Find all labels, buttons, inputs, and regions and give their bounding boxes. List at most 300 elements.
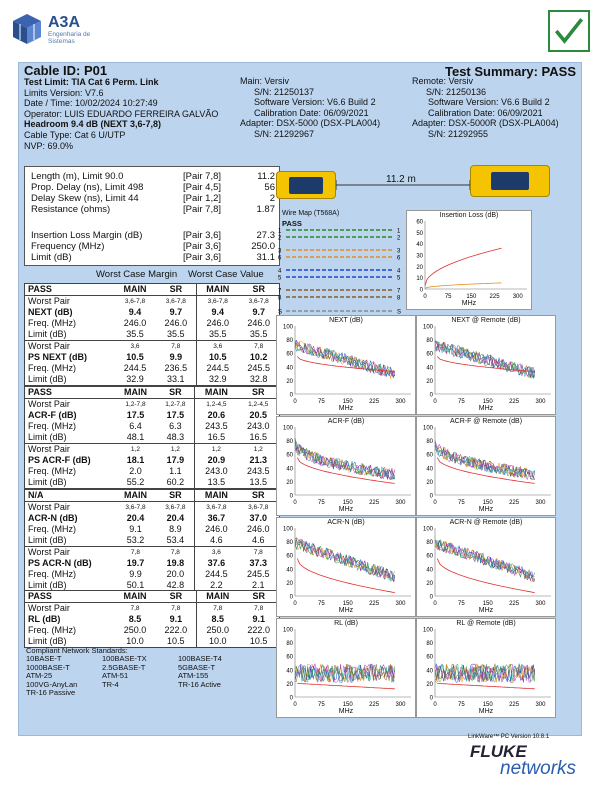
chart-title: ACR-N @ Remote (dB) bbox=[449, 519, 523, 526]
row-label: Worst Pair bbox=[28, 603, 70, 613]
wire-map-status: PASS bbox=[282, 219, 302, 228]
y-tick-label: 100 bbox=[422, 324, 433, 331]
measurement-value: 1.87 bbox=[256, 204, 275, 215]
x-tick-label: 150 bbox=[342, 702, 353, 708]
row-label: RL (dB) bbox=[28, 614, 61, 624]
table-row bbox=[25, 329, 280, 341]
table-header-cell: SR bbox=[156, 591, 197, 603]
y-tick-label: 20 bbox=[426, 580, 433, 587]
x-tick-label: 150 bbox=[482, 702, 493, 708]
row-value: 246.0 bbox=[195, 524, 238, 535]
x-tick-label: 150 bbox=[342, 601, 353, 607]
wire-pin-label: 8 bbox=[278, 295, 282, 302]
row-value: 6.3 bbox=[169, 421, 182, 431]
row-value: 35.5 bbox=[167, 329, 185, 339]
main-software: Software Version: V6.6 Build 2 bbox=[254, 97, 376, 108]
chart-plot bbox=[417, 619, 557, 719]
row-value: 4.6 bbox=[195, 535, 238, 547]
y-tick-label: 40 bbox=[286, 668, 293, 675]
row-value: 9.4 bbox=[197, 307, 239, 318]
x-tick-label: 300 bbox=[512, 294, 523, 300]
row-value: 246.0 bbox=[197, 318, 239, 329]
series-line bbox=[295, 340, 395, 378]
y-tick-label: 40 bbox=[286, 365, 293, 372]
row-label: Worst Pair bbox=[25, 547, 115, 559]
x-tick-label: 300 bbox=[535, 500, 546, 506]
measurement-row bbox=[31, 182, 279, 193]
y-tick-label: 60 bbox=[426, 351, 433, 358]
x-tick-label: 0 bbox=[433, 500, 437, 506]
y-tick-label: 0 bbox=[429, 695, 433, 702]
main-adapter: Adapter: DSX-5000 (DSX-PLA004) bbox=[240, 118, 381, 129]
table-row bbox=[25, 296, 280, 308]
table-row bbox=[25, 513, 280, 524]
measurement-value: 27.3 bbox=[256, 230, 275, 241]
measurement-label: Prop. Delay (ns), Limit 498 bbox=[31, 182, 144, 193]
measurement-pair: [Pair 3,6] bbox=[183, 252, 222, 263]
row-value: 6.4 bbox=[129, 421, 142, 431]
row-value: 244.5 bbox=[123, 363, 147, 373]
y-tick-label: 100 bbox=[422, 425, 433, 432]
y-tick-label: 20 bbox=[426, 479, 433, 486]
row-value: 37.3 bbox=[249, 558, 268, 568]
row-label: Freq. (MHz) bbox=[28, 318, 76, 328]
measurement-pair: [Pair 4,5] bbox=[183, 182, 222, 193]
remote-label: Remote: Versiv bbox=[412, 76, 474, 86]
row-label: ACR-N (dB) bbox=[28, 513, 78, 523]
main-adapter-sn: S/N: 21292967 bbox=[254, 128, 315, 139]
test-summary: Test Summary: PASS bbox=[444, 64, 576, 79]
x-tick-label: 75 bbox=[458, 702, 465, 708]
row-value: 9.7 bbox=[252, 307, 265, 317]
row-value: 9.4 bbox=[128, 307, 142, 317]
results-table bbox=[24, 283, 283, 386]
x-tick-label: 75 bbox=[444, 294, 452, 300]
standard-item: TR-16 Active bbox=[178, 679, 221, 689]
y-tick-label: 80 bbox=[286, 439, 293, 446]
row-value: 243.5 bbox=[195, 421, 238, 432]
measurement-value: 11.2 bbox=[257, 171, 275, 182]
row-value: 7,8 bbox=[171, 605, 181, 612]
y-tick-label: 20 bbox=[286, 681, 293, 688]
chart-panel bbox=[276, 517, 416, 617]
row-value: 35.5 bbox=[197, 329, 239, 341]
table-header-row bbox=[25, 284, 280, 296]
table-row bbox=[25, 535, 280, 547]
measurement-label: Limit (dB) bbox=[31, 252, 72, 263]
measurement-row bbox=[31, 252, 279, 263]
row-value: 7,8 bbox=[238, 547, 280, 559]
test-limit: Test Limit: TIA Cat 6 Perm. Link bbox=[24, 77, 159, 87]
table-row bbox=[25, 307, 280, 318]
row-value: 20.0 bbox=[166, 569, 185, 579]
length-display: 11.2 m bbox=[386, 174, 416, 185]
table-row bbox=[25, 466, 280, 477]
row-label: Worst Pair bbox=[28, 502, 70, 512]
table-header-cell: MAIN bbox=[115, 490, 157, 502]
chart-plot bbox=[417, 316, 557, 416]
table-header-cell: PASS bbox=[25, 387, 115, 399]
row-label: Limit (dB) bbox=[28, 636, 67, 646]
standard-item: TR-16 Passive bbox=[26, 688, 76, 698]
y-tick-label: 60 bbox=[426, 452, 433, 459]
x-tick-label: 75 bbox=[458, 500, 465, 506]
remote-unit-icon bbox=[470, 165, 550, 197]
row-label: PS NEXT (dB) bbox=[28, 352, 88, 362]
y-tick-label: 80 bbox=[286, 338, 293, 345]
row-value: 7,8 bbox=[156, 341, 197, 353]
cable-type: Cable Type: Cat 6 U/UTP bbox=[24, 129, 126, 140]
row-label: PS ACR-N (dB) bbox=[28, 558, 92, 568]
measurements-box bbox=[24, 166, 280, 266]
x-tick-label: 225 bbox=[369, 500, 380, 506]
x-tick-label: 75 bbox=[458, 601, 465, 607]
chart-plot bbox=[277, 619, 417, 719]
x-tick-label: 150 bbox=[482, 399, 493, 405]
x-axis-unit: MHz bbox=[478, 607, 494, 614]
row-value: 10.0 bbox=[197, 636, 239, 648]
y-tick-label: 60 bbox=[416, 219, 423, 226]
x-axis-unit: MHz bbox=[338, 708, 354, 715]
x-tick-label: 0 bbox=[433, 702, 437, 708]
series-line bbox=[435, 446, 535, 479]
row-value: 60.2 bbox=[166, 477, 185, 487]
y-tick-label: 100 bbox=[282, 627, 293, 634]
wire-pin-label: 5 bbox=[278, 275, 282, 282]
row-value: 3,6-7,8 bbox=[197, 296, 239, 308]
row-value: 42.8 bbox=[166, 580, 185, 590]
series-line bbox=[295, 343, 395, 377]
row-value: 8.9 bbox=[169, 524, 182, 534]
x-tick-label: 300 bbox=[395, 702, 406, 708]
row-value: 10.5 bbox=[249, 636, 268, 646]
wire-pin-label: 7 bbox=[397, 288, 401, 295]
chart-title: ACR-N (dB) bbox=[327, 519, 365, 526]
row-value: 222.0 bbox=[247, 625, 270, 635]
row-value: 37.0 bbox=[249, 513, 268, 523]
measurement-pair: [Pair 7,8] bbox=[183, 204, 222, 215]
x-tick-label: 75 bbox=[458, 399, 465, 405]
chart-plot bbox=[277, 518, 417, 618]
row-value: 7,8 bbox=[197, 603, 239, 615]
chart-panel bbox=[416, 517, 556, 617]
row-value: 244.5 bbox=[195, 569, 238, 580]
y-tick-label: 80 bbox=[426, 641, 433, 648]
row-value: 250.0 bbox=[123, 625, 147, 635]
x-tick-label: 75 bbox=[318, 500, 325, 506]
row-value: 222.0 bbox=[164, 625, 188, 635]
row-label: Worst Pair bbox=[25, 444, 115, 456]
table-row bbox=[25, 524, 280, 535]
x-tick-label: 300 bbox=[535, 702, 546, 708]
y-tick-label: 40 bbox=[286, 567, 293, 574]
date-time: Date / Time: 10/02/2024 10:27:49 bbox=[24, 98, 158, 109]
row-value: 13.5 bbox=[249, 477, 268, 487]
measurement-row bbox=[31, 230, 279, 241]
table-header-cell: SR bbox=[156, 490, 194, 502]
x-tick-label: 225 bbox=[369, 601, 380, 607]
measurement-row bbox=[31, 204, 279, 215]
y-tick-label: 20 bbox=[426, 681, 433, 688]
measurement-value: 2 bbox=[269, 193, 275, 204]
row-value: 19.8 bbox=[166, 558, 185, 568]
chart-panel bbox=[416, 416, 556, 516]
row-value: 9.9 bbox=[169, 352, 183, 362]
row-value: 236.5 bbox=[164, 363, 188, 373]
chart-panel bbox=[276, 618, 416, 718]
table-header-cell: PASS bbox=[25, 284, 115, 296]
logo-name: A3A bbox=[48, 14, 81, 31]
table-header-cell: MAIN bbox=[197, 591, 239, 603]
row-value: 10.5 bbox=[126, 352, 144, 362]
y-tick-label: 100 bbox=[422, 627, 433, 634]
y-tick-label: 100 bbox=[282, 324, 293, 331]
row-value: 20.9 bbox=[195, 455, 238, 466]
chart-title: NEXT (dB) bbox=[329, 317, 363, 324]
row-value: 20.4 bbox=[126, 513, 145, 523]
row-label: NEXT (dB) bbox=[28, 307, 73, 317]
y-tick-label: 0 bbox=[289, 695, 293, 702]
row-value: 17.5 bbox=[166, 410, 185, 420]
row-label: ACR-F (dB) bbox=[28, 410, 77, 420]
y-tick-label: 20 bbox=[426, 378, 433, 385]
row-value: 37.6 bbox=[195, 558, 238, 569]
x-tick-label: 300 bbox=[535, 601, 546, 607]
networks-logo: networks bbox=[500, 758, 577, 779]
table-header-cell: MAIN bbox=[115, 284, 156, 296]
row-value: 7,8 bbox=[156, 547, 194, 559]
row-label: Freq. (MHz) bbox=[28, 524, 76, 534]
row-value: 246.0 bbox=[164, 318, 188, 328]
row-value: 3,6 bbox=[197, 341, 239, 353]
chart-panel bbox=[406, 210, 532, 310]
x-tick-label: 300 bbox=[395, 601, 406, 607]
series-line bbox=[295, 540, 395, 582]
row-value: 2.0 bbox=[129, 466, 142, 476]
row-value: 3,6-7,8 bbox=[248, 504, 269, 511]
main-label: Main: Versiv bbox=[240, 76, 290, 86]
x-tick-label: 75 bbox=[318, 702, 325, 708]
row-value: 16.5 bbox=[195, 432, 238, 444]
chart-panel bbox=[416, 618, 556, 718]
remote-unit-info bbox=[412, 76, 582, 140]
standard-item: 100BASE-TX bbox=[102, 654, 147, 664]
x-axis-unit: MHz bbox=[338, 405, 354, 412]
wire-map-title: Wire Map (T568A) bbox=[282, 210, 340, 217]
measurement-label: Frequency (MHz) bbox=[31, 241, 105, 252]
measurement-row bbox=[31, 171, 279, 182]
row-value: 10.5 bbox=[197, 352, 239, 363]
chart-plot bbox=[417, 518, 557, 618]
wire-pin-label: 6 bbox=[278, 255, 282, 262]
x-tick-label: 225 bbox=[369, 399, 380, 405]
limit-line bbox=[297, 683, 395, 688]
measurement-row bbox=[31, 193, 279, 204]
row-value: 7,8 bbox=[115, 547, 157, 559]
cable-id: Cable ID: P01 bbox=[24, 63, 108, 78]
row-value: 9.1 bbox=[252, 614, 265, 624]
wire-pin-label: 6 bbox=[397, 255, 401, 262]
x-tick-label: 0 bbox=[423, 294, 427, 300]
row-label: Limit (dB) bbox=[28, 374, 67, 384]
chart-title: Insertion Loss (dB) bbox=[439, 212, 499, 219]
x-axis-unit: MHz bbox=[461, 300, 477, 307]
row-value: 7,8 bbox=[254, 605, 264, 612]
worst-case-margin-heading: Worst Case Margin bbox=[96, 269, 178, 280]
row-value: 7,8 bbox=[130, 605, 140, 612]
measurement-value: 31.1 bbox=[256, 252, 275, 263]
standard-item: TR-4 bbox=[102, 679, 119, 689]
table-header-cell: SR bbox=[238, 387, 280, 399]
row-value: 35.5 bbox=[126, 329, 144, 339]
standard-item: 5GBASE-T bbox=[178, 662, 216, 672]
results-table bbox=[24, 386, 280, 489]
row-value: 9.1 bbox=[129, 524, 142, 534]
table-row bbox=[25, 547, 280, 559]
table-header-cell: SR bbox=[156, 387, 194, 399]
row-label: Limit (dB) bbox=[28, 580, 67, 590]
row-label: PS ACR-F (dB) bbox=[28, 455, 91, 465]
chart-plot bbox=[277, 316, 417, 416]
y-tick-label: 40 bbox=[426, 668, 433, 675]
chart-title: NEXT @ Remote (dB) bbox=[451, 317, 521, 324]
y-tick-label: 0 bbox=[429, 392, 433, 399]
standards-title: Compliant Network Standards: bbox=[26, 646, 128, 655]
network-standards bbox=[26, 647, 276, 697]
row-value: 2.2 bbox=[195, 580, 238, 592]
x-tick-label: 0 bbox=[293, 601, 297, 607]
row-value: 3,6-7,8 bbox=[124, 298, 146, 305]
row-value: 18.1 bbox=[126, 455, 145, 465]
y-tick-label: 0 bbox=[289, 392, 293, 399]
x-tick-label: 0 bbox=[293, 500, 297, 506]
table-header-cell: SR bbox=[238, 490, 280, 502]
measurement-pair: [Pair 7,8] bbox=[183, 171, 222, 182]
row-value: 48.1 bbox=[126, 432, 145, 442]
measurement-pair: [Pair 3,6] bbox=[183, 241, 222, 252]
row-value: 36.7 bbox=[195, 513, 238, 524]
y-tick-label: 60 bbox=[426, 654, 433, 661]
row-value: 10.2 bbox=[249, 352, 268, 362]
row-value: 20.4 bbox=[166, 513, 185, 523]
table-row bbox=[25, 477, 280, 489]
x-tick-label: 150 bbox=[482, 500, 493, 506]
row-value: 246.0 bbox=[247, 318, 270, 328]
a3a-logo-icon bbox=[10, 12, 44, 46]
row-value: 10.5 bbox=[167, 636, 185, 646]
table-header-cell: MAIN bbox=[195, 387, 238, 399]
row-value: 1,2 bbox=[195, 444, 238, 456]
row-value: 13.5 bbox=[195, 477, 238, 489]
row-label: Freq. (MHz) bbox=[28, 625, 76, 635]
row-value: 17.9 bbox=[166, 455, 185, 465]
row-value: 3,6-7,8 bbox=[165, 504, 186, 511]
row-value: 3,6-7,8 bbox=[248, 298, 269, 305]
y-tick-label: 20 bbox=[416, 264, 423, 271]
y-tick-label: 0 bbox=[289, 594, 293, 601]
y-tick-label: 40 bbox=[426, 466, 433, 473]
x-tick-label: 225 bbox=[509, 601, 520, 607]
table-row bbox=[25, 569, 280, 580]
wire-pin-label: 1 bbox=[278, 228, 282, 235]
x-tick-label: 300 bbox=[395, 500, 406, 506]
row-value: 9.9 bbox=[129, 569, 142, 579]
row-value: 8.5 bbox=[128, 614, 142, 624]
chart-panel bbox=[276, 315, 416, 415]
x-axis-unit: MHz bbox=[478, 405, 494, 412]
chart-panel bbox=[276, 416, 416, 516]
row-value: 3,6-7,8 bbox=[165, 298, 186, 305]
chart-title: ACR-F (dB) bbox=[327, 418, 365, 425]
y-tick-label: 20 bbox=[286, 479, 293, 486]
table-header-cell: MAIN bbox=[115, 591, 156, 603]
wire-pin-label: S bbox=[278, 309, 283, 314]
table-header-row bbox=[25, 387, 280, 399]
results-table bbox=[24, 489, 280, 592]
wire-pin-label: 4 bbox=[397, 268, 401, 275]
table-header-cell: PASS bbox=[25, 591, 115, 603]
row-value: 4.6 bbox=[252, 535, 265, 545]
table-row bbox=[25, 558, 280, 569]
table-header-cell: SR bbox=[238, 591, 279, 603]
standard-item: ATM-51 bbox=[102, 671, 129, 681]
x-tick-label: 150 bbox=[466, 294, 477, 300]
table-row bbox=[25, 502, 280, 514]
table-row bbox=[25, 374, 280, 386]
row-value: 17.5 bbox=[126, 410, 145, 420]
measurement-value: 56 bbox=[264, 182, 275, 193]
table-row bbox=[25, 625, 280, 636]
x-tick-label: 300 bbox=[395, 399, 406, 405]
y-tick-label: 60 bbox=[286, 654, 293, 661]
measurement-row bbox=[31, 241, 279, 252]
table-row bbox=[25, 352, 280, 363]
row-value: 1,2 bbox=[238, 444, 280, 456]
x-axis-unit: MHz bbox=[338, 607, 354, 614]
row-value: 244.5 bbox=[197, 363, 239, 374]
x-tick-label: 150 bbox=[342, 500, 353, 506]
series-line bbox=[435, 340, 535, 379]
y-tick-label: 50 bbox=[416, 230, 423, 237]
worst-case-value-heading: Worst Case Value bbox=[188, 269, 264, 280]
row-label: Worst Pair bbox=[28, 296, 70, 306]
table-row bbox=[25, 363, 280, 374]
measurement-label: Resistance (ohms) bbox=[31, 204, 111, 215]
x-tick-label: 225 bbox=[509, 702, 520, 708]
remote-software: Software Version: V6.6 Build 2 bbox=[428, 97, 550, 108]
y-tick-label: 20 bbox=[286, 378, 293, 385]
x-axis-unit: MHz bbox=[478, 506, 494, 513]
table-row bbox=[25, 318, 280, 329]
wire-pin-label: 2 bbox=[397, 235, 401, 242]
row-value: 16.5 bbox=[249, 432, 268, 442]
series-line bbox=[435, 447, 535, 480]
row-value: 33.1 bbox=[167, 374, 185, 384]
x-tick-label: 0 bbox=[433, 601, 437, 607]
row-value: 250.0 bbox=[197, 625, 239, 636]
row-label: Freq. (MHz) bbox=[28, 363, 76, 373]
table-header-row bbox=[25, 490, 280, 502]
y-tick-label: 40 bbox=[426, 365, 433, 372]
row-value: 1,2-4,5 bbox=[248, 401, 269, 408]
row-value: 10.0 bbox=[126, 636, 144, 646]
table-row bbox=[25, 455, 280, 466]
limits-version: Limits Version: V7.6 bbox=[24, 87, 104, 98]
x-tick-label: 225 bbox=[509, 500, 520, 506]
table-header-cell: N/A bbox=[25, 490, 115, 502]
row-label: Worst Pair bbox=[25, 341, 115, 353]
row-value: 243.5 bbox=[246, 466, 270, 476]
